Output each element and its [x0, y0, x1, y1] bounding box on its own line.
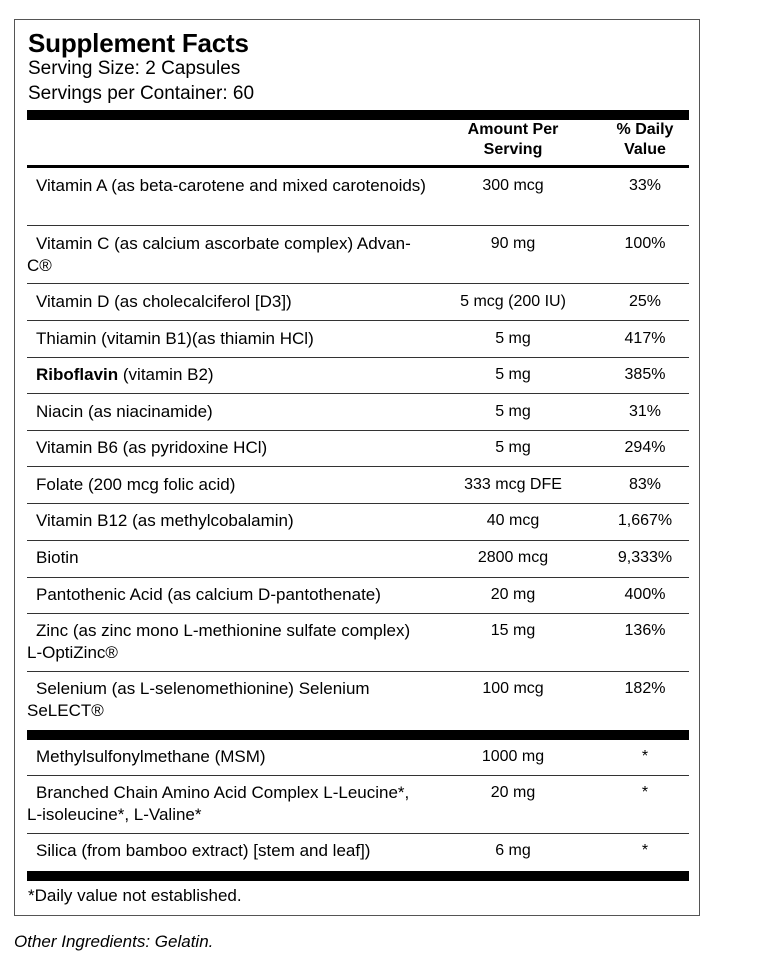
nutrient-dv: 400% [624, 586, 666, 603]
amount-header-line1: Amount Per [467, 121, 559, 138]
amount-header-line2: Serving [483, 141, 543, 158]
ingredient-dv: * [641, 842, 649, 859]
nutrient-name: Selenium (as L-selenomethionine) Selenium SeLECT® [27, 679, 370, 720]
nutrient-dv: 1,667% [617, 512, 673, 529]
servings-per-container: Servings per Container: 60 [28, 83, 255, 104]
row-divider [27, 357, 689, 358]
nutrient-name [27, 364, 427, 386]
nutrient-name-bold: Riboflavin [36, 365, 119, 384]
nutrient-amount: 5 mg [495, 330, 531, 347]
row-divider [27, 613, 689, 614]
nutrient-name: Thiamin (vitamin B1)(as thiamin HCl) [36, 329, 314, 348]
footnote: *Daily value not established. [28, 886, 242, 905]
nutrient-amount: 100 mcg [482, 680, 544, 697]
row-divider [27, 503, 689, 504]
nutrient-dv: 31% [628, 403, 662, 420]
ingredient-name: Silica (from bamboo extract) [stem and leaf]) [36, 841, 371, 860]
nutrient-dv: 33% [628, 177, 662, 194]
nutrient-name: Vitamin D (as cholecalciferol [D3]) [36, 292, 292, 311]
nutrient-dv: 83% [628, 476, 662, 493]
row-divider [27, 430, 689, 431]
nutrient-name: Vitamin A (as beta-carotene and mixed carotenoids) [36, 176, 426, 195]
nutrient-amount: 2800 mcg [477, 549, 549, 566]
nutrient-name: Zinc (as zinc mono L-methionine sulfate complex) L-OptiZinc® [27, 621, 411, 662]
nutrient-name: Biotin [36, 548, 79, 567]
nutrient-name: Folate (200 mcg folic acid) [36, 475, 236, 494]
nutrient-amount: 333 mcg DFE [464, 476, 562, 493]
nutrient-name-rest: (vitamin B2) [118, 365, 214, 384]
row-divider [27, 320, 689, 321]
bottom-thick-rule [27, 871, 689, 881]
ingredient-amount: 20 mg [490, 784, 536, 801]
dv-header-line1: % Daily [616, 121, 674, 138]
ingredient-name: Methylsulfonylmethane (MSM) [36, 747, 266, 766]
section-thick-rule [27, 730, 689, 740]
row-divider [27, 466, 689, 467]
nutrient-dv: 25% [628, 293, 662, 310]
amount-per-serving-header [435, 120, 591, 160]
row-divider [27, 225, 689, 226]
ingredient-dv: * [641, 748, 649, 765]
nutrient-dv: 417% [624, 330, 666, 347]
ingredient-dv: * [641, 784, 649, 801]
nutrient-amount: 300 mcg [482, 177, 544, 194]
row-divider [27, 775, 689, 776]
nutrient-amount: 5 mcg (200 IU) [460, 293, 566, 310]
nutrient-name: Pantothenic Acid (as calcium D-pantothenate) [36, 585, 381, 604]
supplement-facts-panel [14, 19, 700, 916]
nutrient-amount: 5 mg [495, 366, 531, 383]
header-rule [27, 165, 689, 168]
ingredient-amount: 1000 mg [481, 748, 545, 765]
nutrient-amount: 5 mg [495, 403, 531, 420]
serving-size: Serving Size: 2 Capsules [28, 58, 241, 79]
nutrient-dv: 136% [624, 622, 666, 639]
nutrient-name: Vitamin C (as calcium ascorbate complex) Advan-C® [27, 234, 411, 275]
nutrient-dv: 100% [624, 235, 666, 252]
nutrient-dv: 385% [624, 366, 666, 383]
top-thick-rule [27, 110, 689, 120]
dv-header-line2: Value [624, 141, 666, 158]
nutrient-dv: 9,333% [617, 549, 673, 566]
row-divider [27, 283, 689, 284]
ingredient-name: Branched Chain Amino Acid Complex L-Leucine*, L-isoleucine*, L-Valine* [27, 783, 410, 824]
row-divider [27, 540, 689, 541]
daily-value-header [595, 120, 695, 160]
row-divider [27, 393, 689, 394]
nutrient-amount: 90 mg [490, 235, 536, 252]
other-ingredients: Other Ingredients: Gelatin. [14, 932, 214, 951]
nutrient-dv: 294% [624, 439, 666, 456]
nutrient-name: Niacin (as niacinamide) [36, 402, 213, 421]
panel-title: Supplement Facts [28, 28, 249, 58]
row-divider [27, 833, 689, 834]
row-divider [27, 671, 689, 672]
row-divider [27, 577, 689, 578]
nutrient-name: Vitamin B6 (as pyridoxine HCl) [36, 438, 268, 457]
nutrient-amount: 40 mcg [486, 512, 540, 529]
nutrient-name: Vitamin B12 (as methylcobalamin) [36, 511, 294, 530]
ingredient-amount: 6 mg [495, 842, 531, 859]
nutrient-amount: 5 mg [495, 439, 531, 456]
nutrient-dv: 182% [624, 680, 666, 697]
nutrient-amount: 20 mg [490, 586, 536, 603]
nutrient-amount: 15 mg [490, 622, 536, 639]
